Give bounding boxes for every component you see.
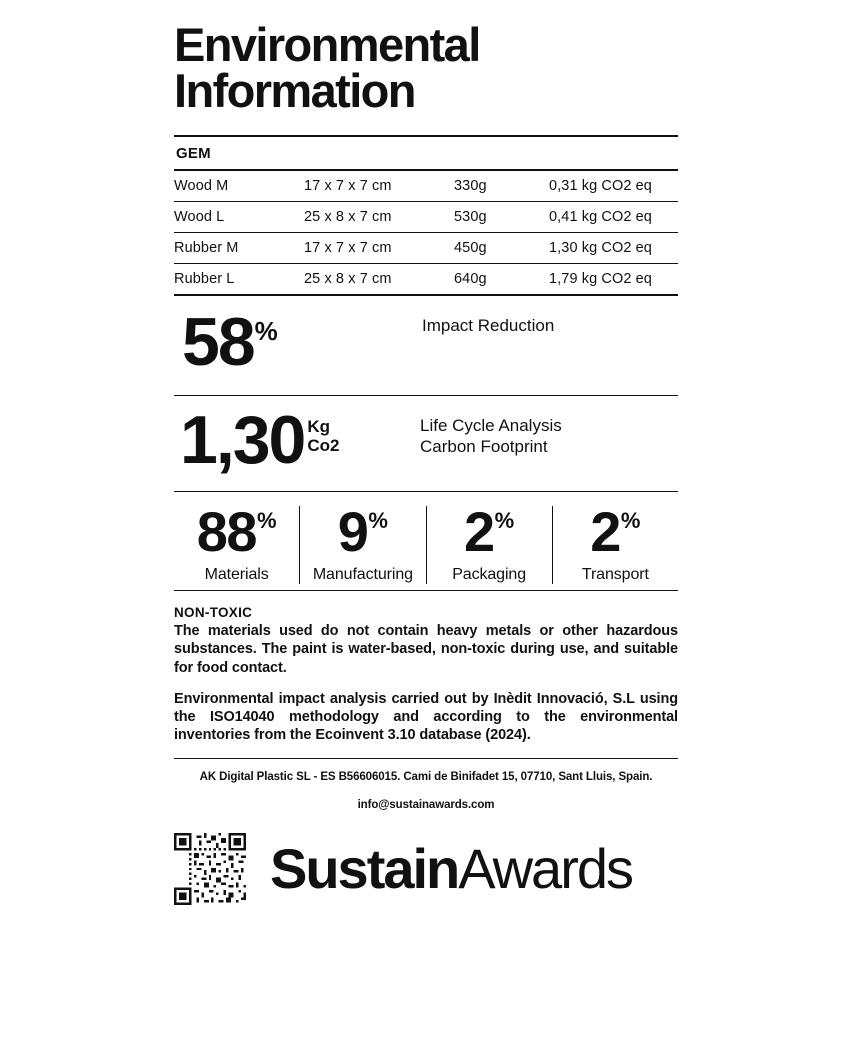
- company-address: AK Digital Plastic SL - ES B56606015. Cami de Binifadet 15, 07710, Sant Lluis, Spain.: [199, 770, 653, 783]
- breakdown-label: Packaging: [452, 565, 527, 583]
- product-name: Rubber M: [174, 233, 304, 264]
- breakdown-item-manufacturing: [299, 500, 425, 584]
- breakdown-item-packaging: [426, 500, 552, 584]
- methodology-text: Environmental impact analysis carried out by Inèdit Innovació, S.L using the ISO14040 methodology and according to the environmental inventories from the Ecoinvent 3.10 database (2024).: [174, 690, 678, 744]
- impact-reduction-number: [182, 304, 422, 381]
- breakdown-label: Transport: [581, 565, 649, 583]
- breakdown-value-wrap: [557, 500, 674, 564]
- footer: [174, 759, 678, 811]
- spec-table: [174, 169, 678, 294]
- label-content: [174, 18, 678, 905]
- brand-name-light: Awards: [458, 836, 632, 900]
- breakdown-item-materials: [174, 500, 299, 584]
- breakdown-item-transport: [552, 500, 678, 584]
- brand-name-bold: Sustain: [270, 836, 459, 900]
- product-name: Rubber L: [174, 264, 304, 295]
- table-row: [174, 264, 678, 295]
- product-weight: 450g: [454, 233, 549, 264]
- lca-value-wrap: [174, 402, 420, 479]
- breakdown-unit: %: [494, 508, 515, 534]
- brand-logo: [270, 836, 632, 900]
- breakdown-value-wrap: [431, 500, 548, 564]
- lca-value: 1,30: [180, 402, 305, 479]
- breakdown-value: 2: [590, 500, 620, 564]
- breakdown-value: 9: [337, 500, 368, 564]
- product-co2: 0,31 kg CO2 eq: [549, 170, 678, 202]
- life-cycle-analysis-block: [174, 396, 678, 491]
- breakdown-unit: %: [620, 508, 641, 534]
- lca-unit-line-1: Kg: [307, 417, 331, 437]
- impact-reduction-value-wrap: [174, 304, 422, 381]
- breakdown-label: Manufacturing: [312, 565, 413, 583]
- table-row: [174, 233, 678, 264]
- product-dimensions: 25 x 8 x 7 cm: [304, 202, 454, 233]
- product-dimensions: 17 x 7 x 7 cm: [304, 170, 454, 202]
- logo-row: [174, 833, 678, 905]
- contact-email: info@sustainawards.com: [357, 798, 495, 811]
- impact-reduction-label: Impact Reduction: [422, 316, 555, 336]
- product-name: Wood M: [174, 170, 304, 202]
- page-title-line-1: Environmental: [174, 18, 480, 71]
- table-row: [174, 202, 678, 233]
- product-co2: 1,79 kg CO2 eq: [549, 264, 678, 295]
- breakdown-unit: %: [368, 508, 388, 534]
- impact-reduction-value: 58: [182, 304, 254, 381]
- nontoxic-text: The materials used do not contain heavy metals or other hazardous substances. The paint is water-based, non-toxic during use, and suitable for food contact.: [174, 622, 678, 676]
- qr-code-icon: [174, 833, 246, 905]
- breakdown-label: Materials: [204, 565, 269, 583]
- product-name: Wood L: [174, 202, 304, 233]
- product-co2: 0,41 kg CO2 eq: [549, 202, 678, 233]
- product-co2: 1,30 kg CO2 eq: [549, 233, 678, 264]
- product-weight: 330g: [454, 170, 549, 202]
- lca-label-line-2: Carbon Footprint: [420, 436, 548, 456]
- product-weight: 530g: [454, 202, 549, 233]
- lca-label: [420, 416, 562, 457]
- breakdown-value-wrap: [304, 500, 421, 564]
- impact-reduction-block: [174, 296, 678, 395]
- notes-section: [174, 591, 678, 745]
- product-weight: 640g: [454, 264, 549, 295]
- breakdown-unit: %: [256, 508, 277, 534]
- impact-breakdown-chart: [174, 492, 678, 590]
- table-row: [174, 170, 678, 202]
- nontoxic-heading: NON-TOXIC: [174, 604, 253, 620]
- breakdown-value: 88: [196, 500, 256, 564]
- lca-unit: [307, 418, 339, 455]
- product-dimensions: 17 x 7 x 7 cm: [304, 233, 454, 264]
- lca-label-line-1: Life Cycle Analysis: [420, 416, 562, 436]
- product-dimensions: 25 x 8 x 7 cm: [304, 264, 454, 295]
- impact-reduction-unit: %: [254, 316, 278, 347]
- page-title-line-2: Information: [174, 64, 415, 118]
- breakdown-value: 2: [464, 500, 494, 564]
- spec-section-label: GEM: [176, 145, 211, 163]
- lca-number: [180, 402, 420, 479]
- lca-unit-line-2: Co2: [307, 435, 340, 455]
- page-title: [174, 18, 678, 118]
- breakdown-value-wrap: [178, 500, 295, 564]
- spec-section: [174, 135, 678, 296]
